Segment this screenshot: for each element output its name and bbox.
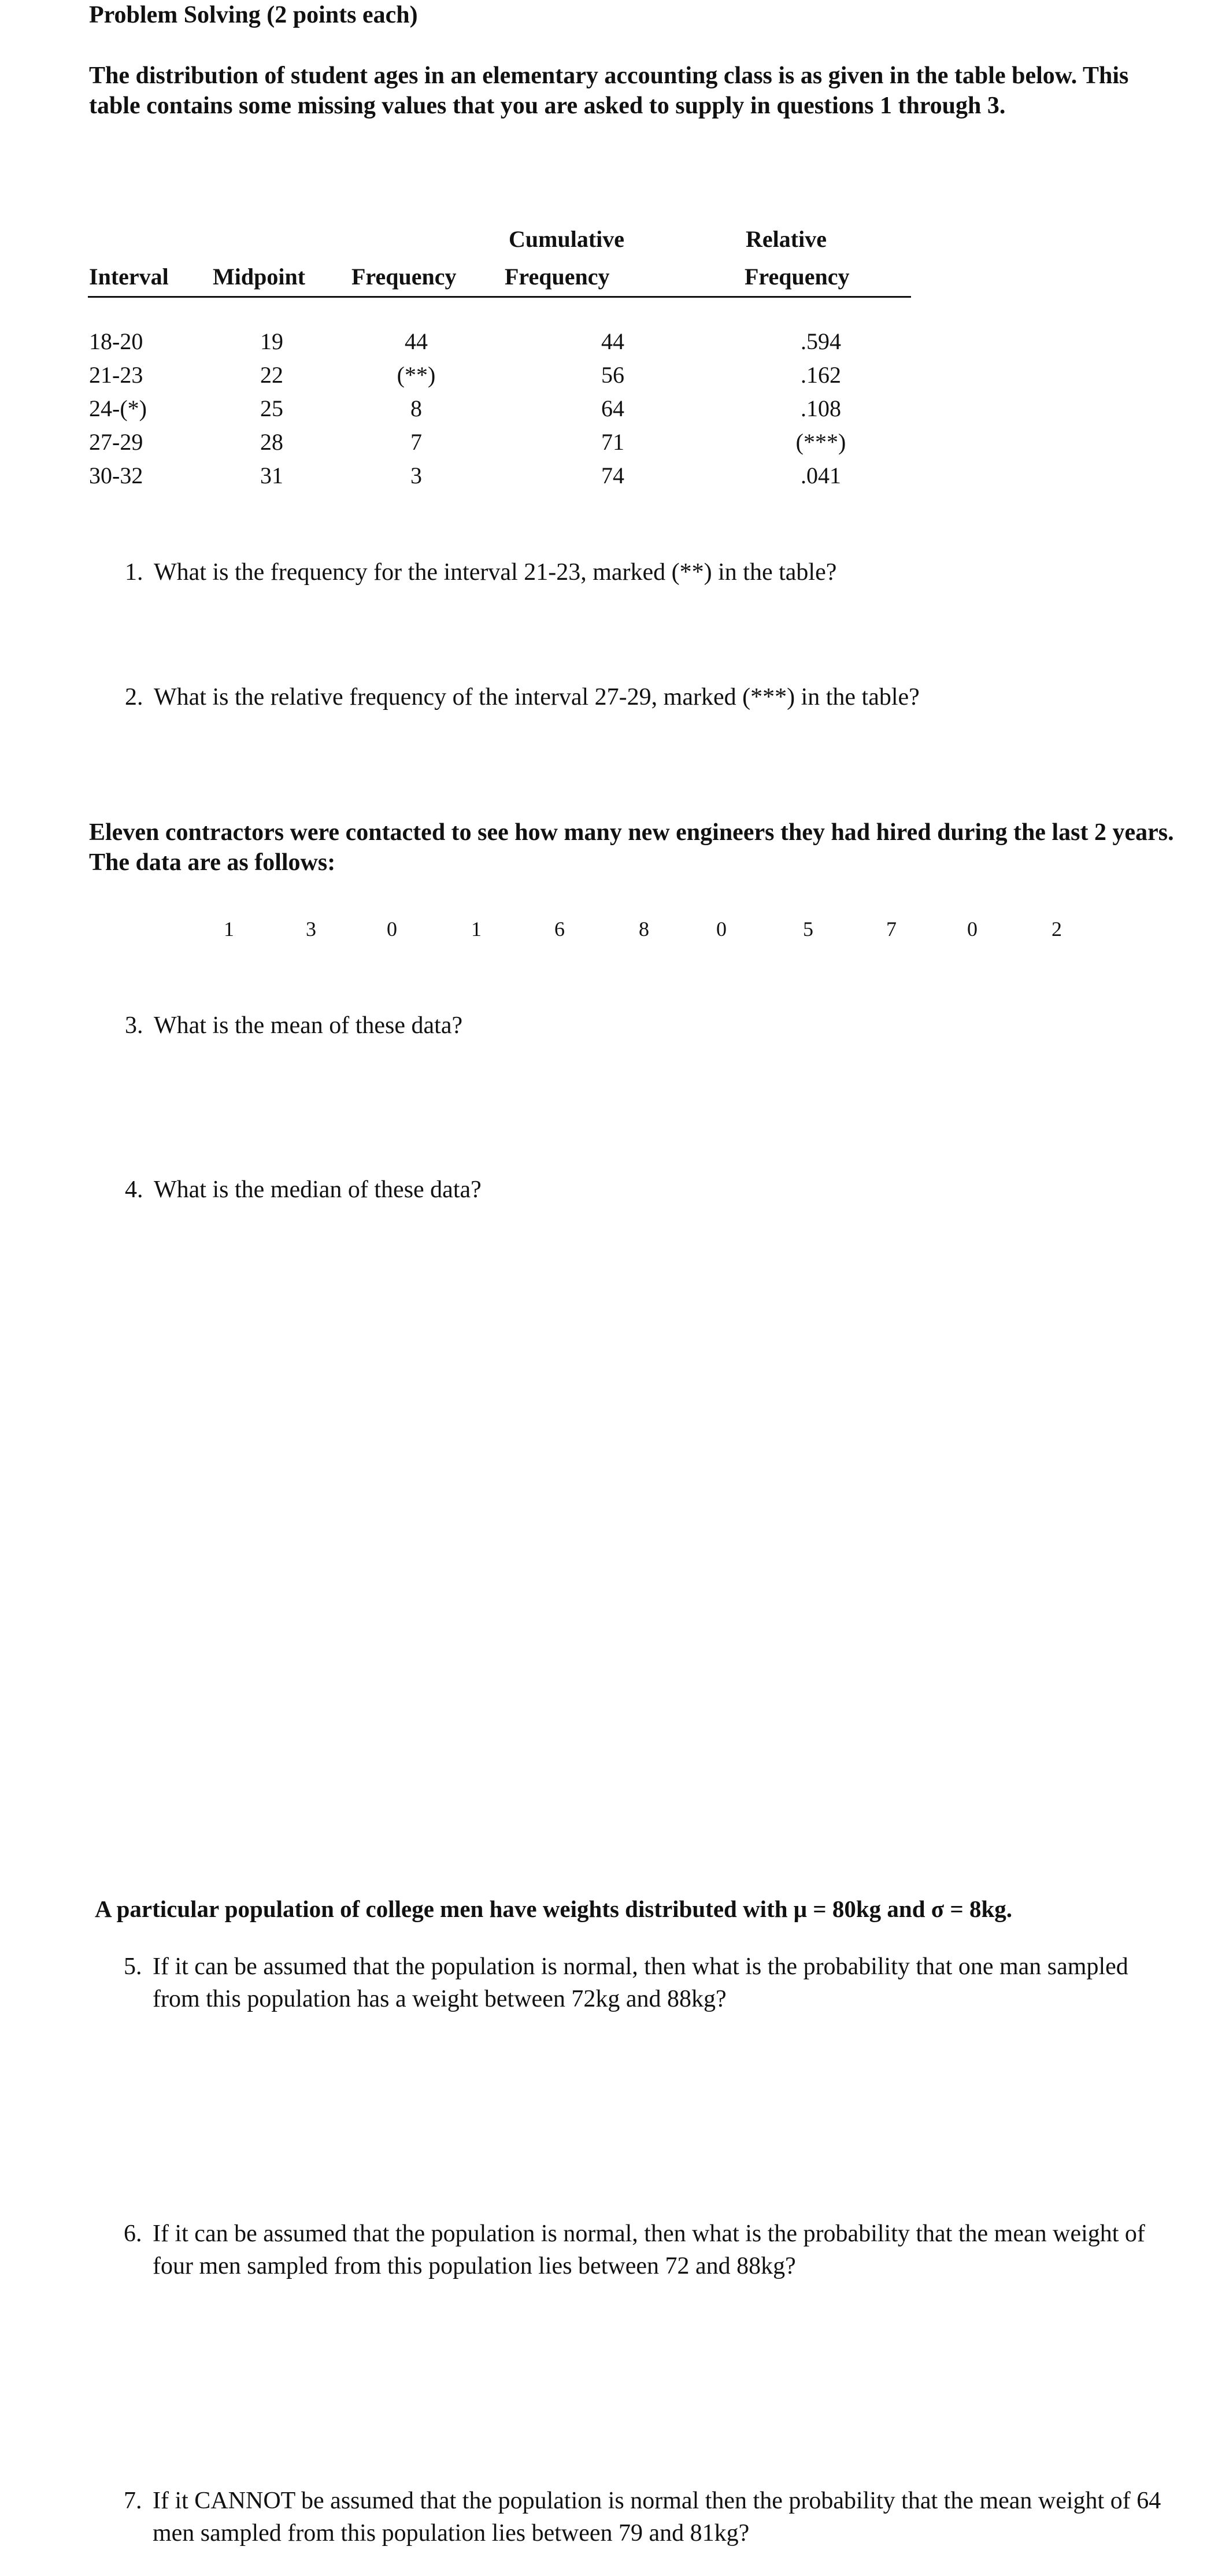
cell-interval: 21-23 (89, 362, 143, 388)
header-cumulative-top: Cumulative (509, 226, 624, 252)
cell-midpoint: 19 (260, 328, 283, 354)
cell-relative: .108 (801, 395, 841, 421)
data-value: 2 (1052, 917, 1062, 941)
header-cumulative-bottom: Frequency (505, 264, 610, 290)
data-value: 6 (554, 917, 565, 941)
question-text: What is the relative frequency of the interval 27-29, marked (***) in the table? (154, 684, 920, 710)
question-3 (125, 1009, 1177, 1042)
question-text: What is the median of these data? (154, 1176, 482, 1203)
question-number: 6. (124, 2220, 142, 2247)
data-value: 0 (387, 917, 397, 941)
cell-relative: .041 (801, 462, 841, 488)
cell-midpoint: 31 (260, 462, 283, 488)
population-intro: A particular population of college men have weights distributed with μ = 80kg and σ = 8kg. (95, 1896, 1013, 1922)
cell-cumulative: 74 (601, 462, 624, 488)
data-value: 8 (639, 917, 649, 941)
header-frequency: Frequency (351, 264, 457, 290)
contractors-intro: Eleven contractors were contacted to see how many new engineers they had hired during the last 2 years. The data are as follows: (89, 819, 1174, 876)
question-number: 7. (124, 2488, 142, 2514)
page-title: Problem Solving (2 points each) (89, 2, 418, 28)
cell-frequency: 44 (405, 328, 428, 354)
cell-frequency: 8 (410, 395, 422, 421)
cell-interval: 30-32 (89, 462, 143, 488)
data-value: 1 (224, 917, 234, 941)
cell-cumulative: 56 (601, 362, 624, 388)
cell-interval: 27-29 (89, 429, 143, 455)
question-text: What is the mean of these data? (154, 1012, 463, 1039)
question-text: If it CANNOT be assumed that the population is normal then the probability that the mean weight of 64 men sampled from this population lies between 79 and 81kg? (153, 2488, 1161, 2547)
cell-midpoint: 28 (260, 429, 283, 455)
cell-frequency: 7 (410, 429, 422, 455)
question-5 (124, 1950, 1176, 2015)
cell-midpoint: 22 (260, 362, 283, 388)
data-value: 5 (803, 917, 813, 941)
question-6 (124, 2218, 1176, 2282)
cell-relative: (***) (795, 429, 846, 455)
header-midpoint: Midpoint (213, 264, 306, 290)
data-value: 0 (967, 917, 978, 941)
cell-frequency: 3 (410, 462, 422, 488)
data-value: 7 (886, 917, 897, 941)
cell-relative: .162 (801, 362, 841, 388)
question-number: 2. (125, 684, 143, 710)
question-text: What is the frequency for the interval 21-23, marked (**) in the table? (154, 559, 837, 586)
question-text: If it can be assumed that the population is normal, then what is the probability that the mean weight of four men sampled from this population lies between 72 and 88kg? (153, 2220, 1145, 2279)
cell-frequency: (**) (397, 362, 436, 388)
question-4 (125, 1174, 1177, 1206)
question-7 (124, 2485, 1193, 2549)
header-relative-bottom: Frequency (745, 264, 850, 290)
header-relative-top: Relative (746, 226, 827, 252)
question-1 (125, 556, 1177, 589)
data-value: 3 (306, 917, 316, 941)
question-number: 4. (125, 1176, 143, 1203)
cell-interval: 24-(*) (89, 395, 147, 421)
table-header-rule (88, 296, 911, 298)
header-interval: Interval (89, 264, 169, 290)
cell-cumulative: 71 (601, 429, 624, 455)
question-text: If it can be assumed that the population is normal, then what is the probability that one man sampled from this population has a weight between 72kg and 88kg? (153, 1953, 1128, 2012)
cell-midpoint: 25 (260, 395, 283, 421)
question-number: 5. (124, 1953, 142, 1980)
question-2 (125, 681, 1177, 713)
cell-cumulative: 44 (601, 328, 624, 354)
cell-cumulative: 64 (601, 395, 624, 421)
data-value: 0 (716, 917, 727, 941)
question-number: 1. (125, 559, 143, 586)
cell-interval: 18-20 (89, 328, 143, 354)
question-number: 3. (125, 1012, 143, 1039)
intro-paragraph: The distribution of student ages in an elementary accounting class is as given in the table below. This table contains some missing values that you are asked to supply in questions 1 through 3. (89, 62, 1129, 119)
data-value: 1 (471, 917, 482, 941)
cell-relative: .594 (801, 328, 841, 354)
